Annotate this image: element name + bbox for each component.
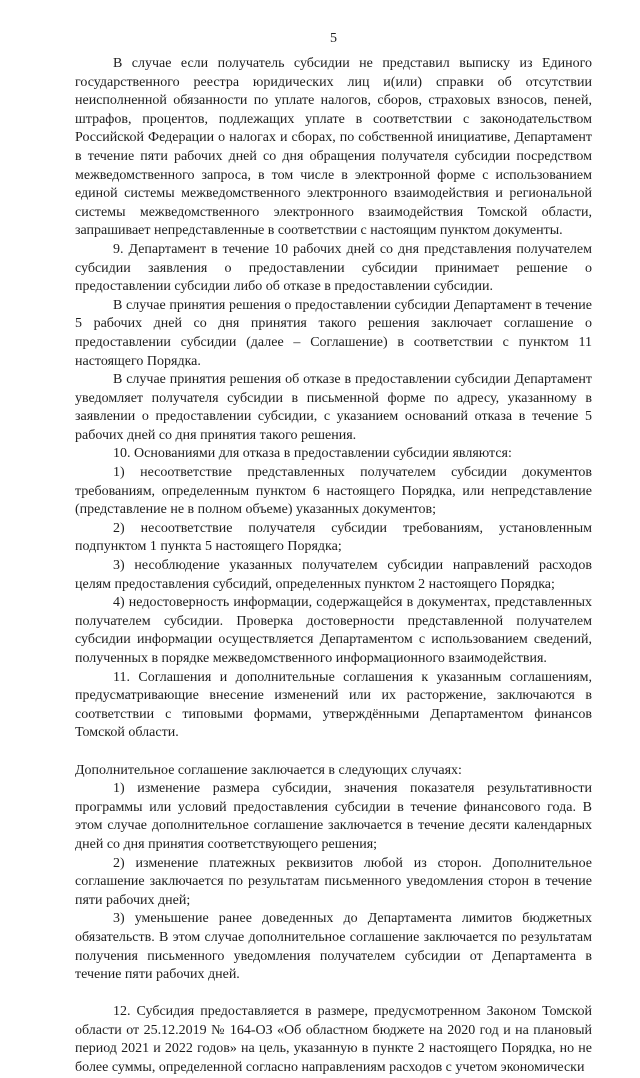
paragraph-refusal-ground-3: 3) несоблюдение указанных получателем субсидии направлений расходов целям предоставления субсидий, определенных пунктом 2 настоящего Порядка; bbox=[75, 558, 592, 592]
paragraph-point-9: 9. Департамент в течение 10 рабочих дней со дня представления получателем субсидии заявления о предоставлении субсидии принимает решение о предоставлении субсидии либо об отказе в предоставлении субсидии. bbox=[75, 241, 592, 295]
paragraph-refusal-ground-4: 4) недостоверность информации, содержащейся в документах, представленных получателем субсидии. Проверка достоверности представленной получателем субсидии информации осуществляется Департаментом с использованием сведений, полученных в порядке межведомственного информационного взаимодействия. bbox=[75, 595, 592, 666]
page-number: 5 bbox=[330, 31, 337, 46]
paragraph-supplementary-agreement-intro: Дополнительное соглашение заключается в следующих случаях: bbox=[75, 762, 462, 778]
paragraph-point-11: 11. Соглашения и дополнительные соглашения к указанным соглашениям, предусматривающие внесение изменений или их расторжение, заключаются в соответствии с типовыми формами, утверждёнными Департаментом финансов Томской области. bbox=[75, 669, 592, 741]
paragraph-supplementary-case-3: 3) уменьшение ранее доведенных до Департамента лимитов бюджетных обязательств. В этом случае дополнительное соглашение заключается по результатам получения письменного уведомления получателем субсидии от Департамента в течение пяти рабочих дней. bbox=[75, 911, 592, 983]
paragraph-point-12: 12. Субсидия предоставляется в размере, предусмотренном Законом Томской области от 25.12.2019 № 164-ОЗ «Об областном бюджете на 2020 год и на плановый период 2021 и 2022 годов» на цель, указанную в пункте 2 настоящего Порядка, но не более суммы, определенной согласно направлениям расходов с учетом экономически bbox=[75, 1004, 592, 1076]
paragraph-point-10: 10. Основаниями для отказа в предоставлении субсидии являются: bbox=[113, 446, 512, 462]
paragraph-refusal-ground-1: 1) несоответствие представленных получателем субсидии документов требованиям, определенным пунктом 6 настоящего Порядка, или непредставление (представление не в полном объеме) указанных документов; bbox=[75, 465, 592, 518]
paragraph-refusal-ground-2: 2) несоответствие получателя субсидии требованиям, установленным подпунктом 1 пункта 5 настоящего Порядка; bbox=[75, 520, 592, 555]
paragraph-decision-grant: В случае принятия решения о предоставлении субсидии Департамент в течение 5 рабочих дней со дня принятия такого решения заключает соглашение о предоставлении субсидии (далее – Соглашение) в соответствии с пунктом 11 настоящего Порядка. bbox=[75, 297, 592, 369]
paragraph-supplementary-case-2: 2) изменение платежных реквизитов любой из сторон. Дополнительное соглашение заключается по результатам письменного уведомления сторон в течение пяти рабочих дней; bbox=[75, 855, 592, 908]
paragraph-egrul-request: В случае если получатель субсидии не представил выписку из Единого государственного реестра юридических лиц и(или) справки об отсутствии неисполненной обязанности по уплате налогов, сборов, страховых взносов, пеней, штрафов, процентов, подлежащих уплате в соответствии с законодательством Российской Федерации о налогах и сборах, по собственной инициативе, Департамент в течение пяти рабочих дней со дня обращения получателя субсидии посредством межведомственного запроса, в том числе в электронной форме с использованием единой системы межведомственного электронного взаимодействия и региональной системы межведомственного электронного взаимодействия Томской области, запрашивает непредставленные в соответствии с настоящим пунктом документы. bbox=[75, 56, 592, 239]
paragraph-decision-refusal: В случае принятия решения об отказе в предоставлении субсидии Департамент уведомляет получателя субсидии в письменной форме по адресу, указанному в заявлении о предоставлении субсидии, с указанием оснований отказа в течение 5 рабочих дней со дня принятия такого решения. bbox=[75, 372, 592, 443]
paragraph-supplementary-case-1: 1) изменение размера субсидии, значения показателя результативности программы или условий предоставления субсидии в течение финансового года. В этом случае дополнительное соглашение заключается в течение десяти календарных дней со дня принятия соответствующего решения; bbox=[75, 781, 592, 852]
